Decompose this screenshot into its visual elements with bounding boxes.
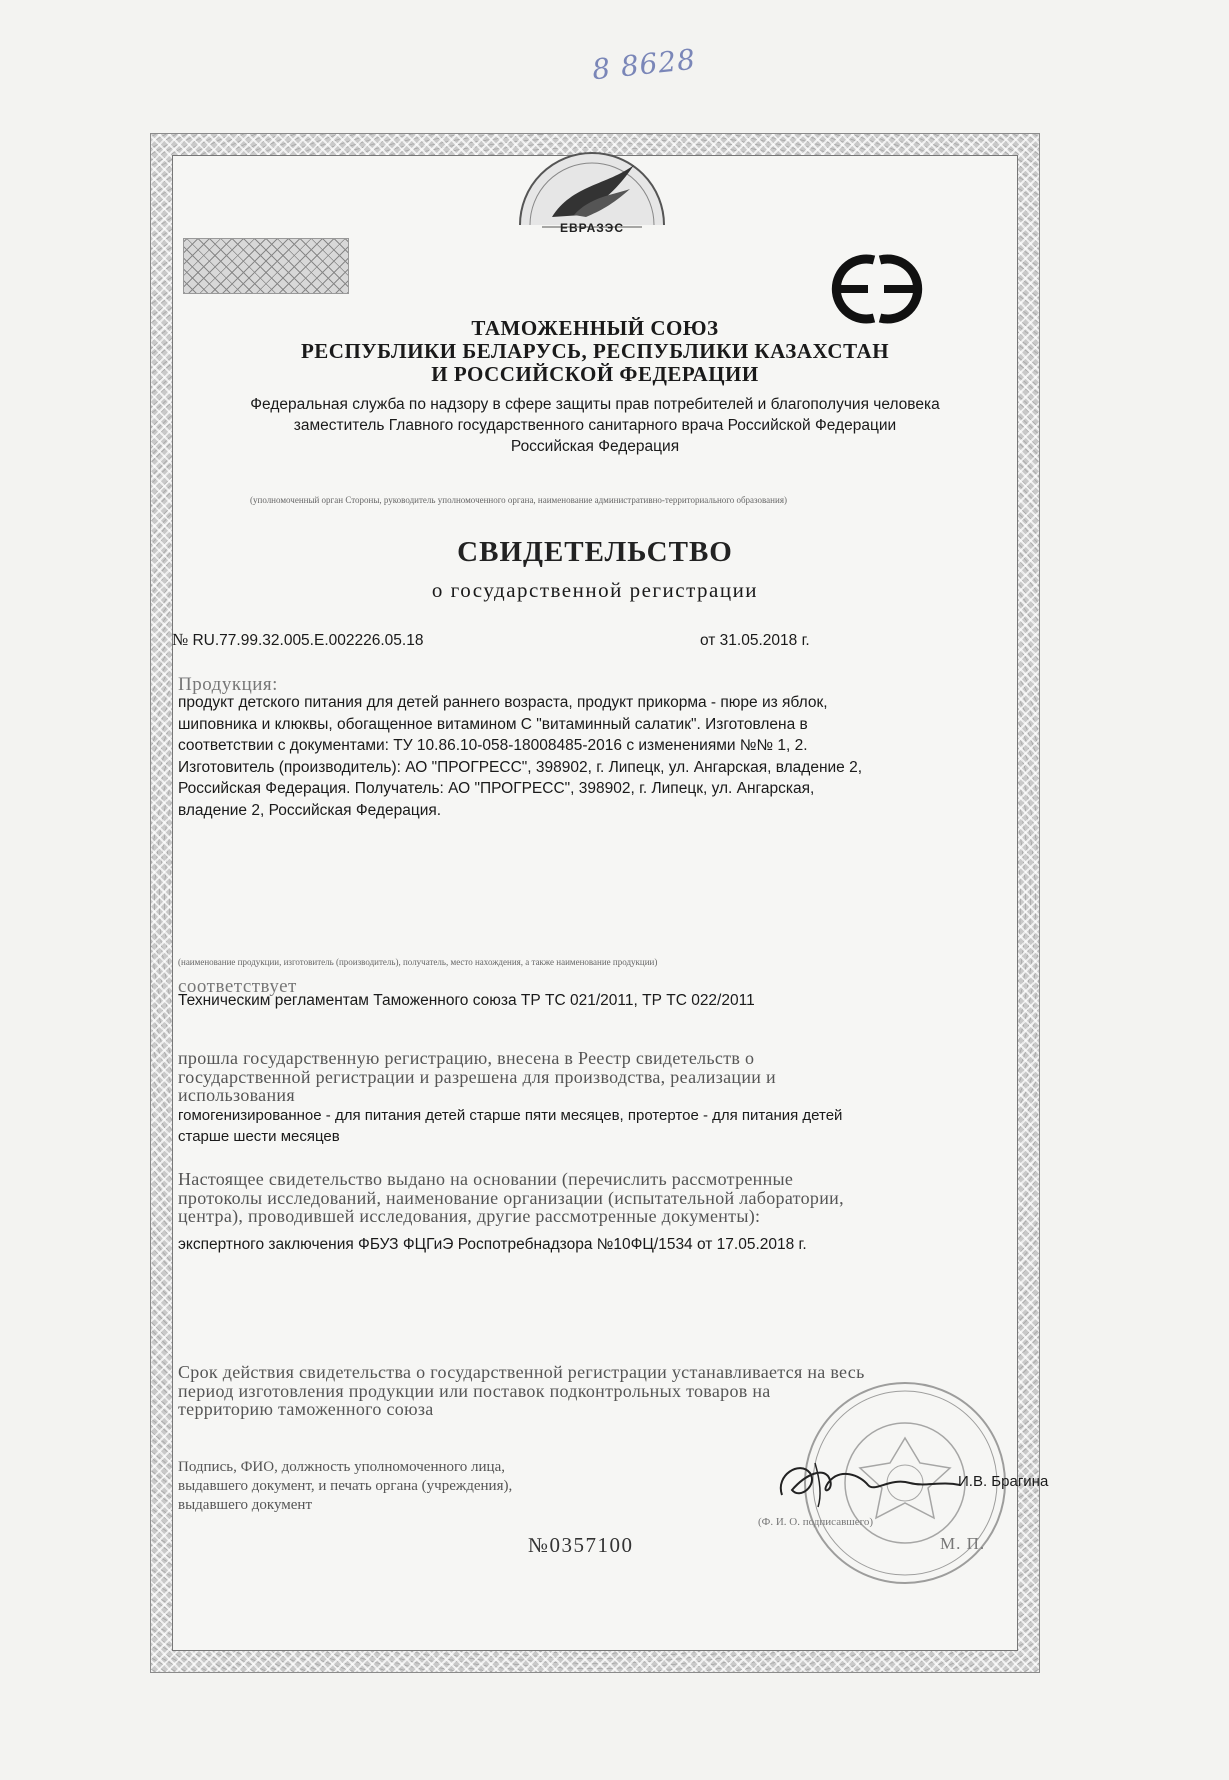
certificate-title: СВИДЕТЕЛЬСТВО xyxy=(457,536,733,568)
signature-label-line: Подпись, ФИО, должность уполномоченного лица, xyxy=(178,1459,505,1475)
handwritten-signature xyxy=(770,1455,970,1510)
authority-footnote: (уполномоченный орган Стороны, руководитель уполномоченного органа, наименование административно-территориального образования) xyxy=(250,495,787,505)
signature-label xyxy=(178,1458,668,1515)
basis-statement xyxy=(178,1170,1016,1226)
usage-line: старше шести месяцев xyxy=(178,1128,340,1145)
conformity-label: соответствует xyxy=(178,976,297,997)
usage-line: гомогенизированное - для питания детей старше пяти месяцев, протертое - для питания детей xyxy=(178,1107,843,1124)
statement-line: использования xyxy=(178,1085,295,1105)
signature-label-line: выдавшего документ, и печать органа (учреждения), xyxy=(178,1478,513,1494)
certificate-subtitle: о государственной регистрации xyxy=(431,578,759,602)
usage-conditions xyxy=(178,1105,1018,1147)
product-footnote: (наименование продукции, изготовитель (производитель), получатель, место нахождения, а также наименование продукции) xyxy=(178,957,658,967)
basis-line: протоколы исследований, наименование организации (испытательной лаборатории, xyxy=(178,1187,844,1208)
customs-union-title xyxy=(180,317,1010,386)
product-line: Российская Федерация. Получатель: АО "ПРОГРЕСС", 398902, г. Липецк, ул. Ангарская, xyxy=(178,780,815,797)
union-line: РЕСПУБЛИКИ БЕЛАРУСЬ, РЕСПУБЛИКИ КАЗАХСТАН xyxy=(300,339,890,363)
authority-line: Федеральная служба по надзору в сфере защиты прав потребителей и благополучия человека xyxy=(250,396,940,413)
statement-line: прошла государственную регистрацию, внесена в Реестр свидетельств о xyxy=(178,1048,755,1068)
seal-place-mark: М. П. xyxy=(940,1534,986,1553)
union-line: ТАМОЖЕННЫЙ СОЮЗ xyxy=(471,316,719,340)
product-line: Изготовитель (производитель): АО "ПРОГРЕСС", 398902, г. Липецк, ул. Ангарская, владение 2, xyxy=(178,758,863,776)
number-sign: № xyxy=(172,630,189,649)
product-line: продукт детского питания для детей раннего возраста, продукт прикорма - пюре из яблок, xyxy=(178,694,828,711)
eurasec-emblem-icon xyxy=(512,145,672,260)
authority-line: Российская Федерация xyxy=(510,438,680,455)
basis-line: Настоящее свидетельство выдано на основании (перечислить рассмотренные xyxy=(178,1169,794,1189)
issuing-authority xyxy=(180,394,1010,457)
security-pattern xyxy=(183,238,349,294)
signatory-name: И.В. Брагина xyxy=(958,1473,1049,1490)
validity-line: период изготовления продукции или поставок подконтрольных товаров на xyxy=(178,1380,771,1401)
authority-line: заместитель Главного государственного санитарного врача Российской Федерации xyxy=(293,417,897,434)
emblem-label: ЕВРАЗЭС xyxy=(559,221,624,235)
product-description xyxy=(178,692,1018,821)
product-line: владение 2, Российская Федерация. xyxy=(178,801,442,819)
statement-line: государственной регистрации и разрешена для производства, реализации и xyxy=(178,1066,776,1087)
basis-line: центра), проводившей исследования, другие рассмотренные документы): xyxy=(178,1206,761,1226)
registration-date: от 31.05.2018 г. xyxy=(700,632,810,649)
registration-number xyxy=(172,630,423,650)
validity-line: Срок действия свидетельства о государственной регистрации устанавливается на весь xyxy=(178,1362,865,1382)
handwritten-note: 8 8628 xyxy=(590,42,698,87)
registration-statement xyxy=(178,1049,1016,1105)
product-line: соответствии с документами: ТУ 10.86.10-058-18008485-2016 с изменениями №№ 1, 2. xyxy=(178,737,808,754)
product-label: Продукция: xyxy=(178,674,278,695)
registration-number-value: RU.77.99.32.005.E.002226.05.18 xyxy=(192,632,424,649)
certificate-serial-number: №0357100 xyxy=(528,1533,634,1557)
conformity-regulations: Техническим регламентам Таможенного союза ТР ТС 021/2011, ТР ТС 022/2011 xyxy=(178,992,755,1009)
validity-line: территорию таможенного союза xyxy=(178,1399,434,1419)
basis-document: экспертного заключения ФБУЗ ФЦГиЭ Роспотребнадзора №10ФЦ/1534 от 17.05.2018 г. xyxy=(178,1236,807,1253)
signature-label-line: выдавшего документ xyxy=(178,1497,313,1513)
union-line: И РОССИЙСКОЙ ФЕДЕРАЦИИ xyxy=(431,362,759,386)
eurasec-emblem xyxy=(512,145,672,260)
product-line: шиповника и клюквы, обогащенное витамином С "витаминный салатик". Изготовлена в xyxy=(178,715,808,733)
signatory-caption: (Ф. И. О. подписавшего) xyxy=(758,1516,874,1528)
